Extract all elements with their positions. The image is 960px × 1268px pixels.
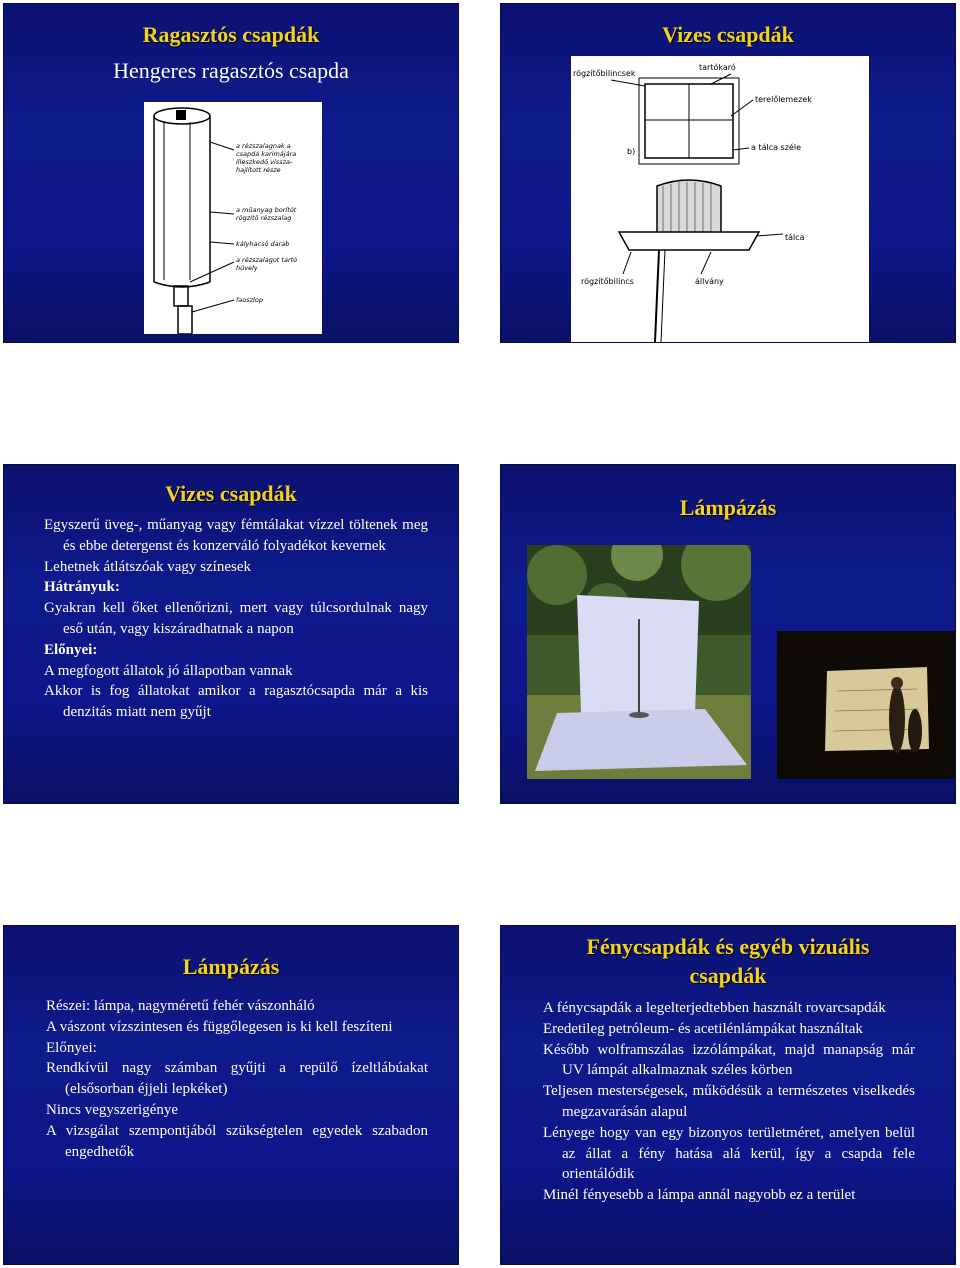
paragraph: Lehetnek átlátszóak vagy színesek bbox=[44, 558, 251, 575]
slide-body bbox=[4, 515, 458, 723]
label-support-stake: tartókaró bbox=[699, 63, 736, 72]
water-trap-drawing bbox=[571, 56, 869, 342]
label-plastic-strip: a műanyag borítót bbox=[236, 206, 297, 214]
slide-title: Vizes csapdák bbox=[662, 22, 794, 47]
label-b: b) bbox=[627, 147, 636, 156]
paragraph: Lényege hogy van egy bizonyos területméret, amelyen belül az állat a fény hatása alá kerül, így a csapda fele orientálódik bbox=[543, 1124, 915, 1183]
label-baffles: terelőlemezek bbox=[755, 95, 812, 104]
slide-light-and-visual-traps bbox=[500, 925, 956, 1265]
slide-light-trapping-photos bbox=[500, 464, 956, 804]
paragraph: Gyakran kell őket ellenőrizni, mert vagy túlcsordulnak nagy eső után, vagy kiszáradhatnak a napon bbox=[44, 600, 428, 637]
paragraph: Teljesen mesterségesek, működésük a természetes viselkedés megzavarásán alapul bbox=[543, 1083, 915, 1120]
label-clamps: rögzítőbilincsek bbox=[573, 69, 636, 78]
night-sheet-image bbox=[777, 631, 955, 779]
paragraph: Minél fényesebb a lámpa annál nagyobb ez a terület bbox=[543, 1187, 856, 1204]
paragraph: Akkor is fog állatokat amikor a ragasztócsapda már a kis denzitás miatt nem gyűjt bbox=[44, 683, 428, 721]
slide-title: Vizes csapdák bbox=[165, 481, 297, 506]
slide-subtitle: Hengeres ragasztós csapda bbox=[113, 58, 349, 83]
slide-body bbox=[501, 998, 955, 1206]
cylinder-trap-figure bbox=[144, 102, 322, 334]
slide-light-trapping-text bbox=[3, 925, 459, 1265]
label-tray: tálca bbox=[785, 233, 805, 242]
slide-water-traps-text bbox=[3, 464, 459, 804]
paragraph: A fénycsapdák a legelterjedtebben használt rovarcsapdák bbox=[543, 1000, 886, 1016]
slide-title-line-2: csapdák bbox=[689, 963, 767, 988]
label-sleeve-2: hüvely bbox=[236, 264, 258, 272]
slide-body bbox=[4, 996, 458, 1162]
paragraph: A vizsgálat szempontjából szükségtelen egyedek szabadon engedhetők bbox=[46, 1122, 428, 1160]
slide-title: Lámpázás bbox=[679, 495, 777, 520]
label-sleeve: a rézszalagot tartó bbox=[236, 256, 298, 264]
label-copper-bent: a rézszalagnak a bbox=[236, 142, 291, 150]
paragraph: Egyszerű üveg-, műanyag vagy fémtálakat vízzel töltenek meg és ebbe detergenst és konzerváló folyadékot kevernek bbox=[44, 517, 428, 554]
slide-title-line-1: Fénycsapdák és egyéb vizuális bbox=[586, 934, 870, 959]
slide-water-traps-figure bbox=[500, 3, 956, 343]
label-plastic-strip-2: rögzítő rézszalag bbox=[236, 214, 292, 222]
paragraph: Később wolframszálas izzólámpákat, majd manapság már UV lámpát alkalmaznak széles körben bbox=[543, 1041, 915, 1079]
cylinder-trap-drawing bbox=[144, 102, 322, 334]
label-wooden-post: faoszlop bbox=[236, 296, 263, 304]
paragraph: A vászont vízszintesen és függőlegesen is ki kell feszíteni bbox=[46, 1018, 393, 1035]
paragraph-heading: Hátrányuk: bbox=[44, 579, 120, 596]
label-clamp: rögzítőbilincs bbox=[581, 277, 634, 286]
paragraph-heading: Előnyei: bbox=[44, 641, 98, 658]
sheet-photo bbox=[527, 545, 751, 779]
night-sheet-photo bbox=[777, 631, 955, 779]
slide-sticky-traps bbox=[3, 3, 459, 343]
paragraph: Nincs vegyszerigénye bbox=[46, 1101, 179, 1118]
paragraph: Rendkívül nagy számban gyűjti a repülő ízeltlábúakat (elsősorban éjjeli lepkéket) bbox=[46, 1060, 428, 1098]
paragraph: Eredetileg petróleum- és acetilénlámpákat használtak bbox=[543, 1020, 863, 1037]
label-copper-bent-3: illeszkedő vissza- bbox=[236, 158, 293, 166]
label-stovepipe: kályhacső darab bbox=[236, 240, 290, 248]
paragraph: Előnyei: bbox=[46, 1039, 97, 1056]
slide-title: Lámpázás bbox=[182, 954, 280, 979]
light-sheet-image bbox=[527, 545, 751, 779]
label-stand: állvány bbox=[695, 277, 724, 286]
water-trap-figure bbox=[571, 56, 869, 342]
label-copper-bent-4: hajlított része bbox=[236, 166, 281, 174]
slide-title bbox=[501, 932, 955, 990]
paragraph: A megfogott állatok jó állapotban vannak bbox=[44, 662, 293, 679]
label-copper-bent-2: csapda karimájára bbox=[236, 150, 297, 158]
paragraph: Részei: lámpa, nagyméretű fehér vászonháló bbox=[46, 998, 315, 1014]
slide-title: Ragasztós csapdák bbox=[142, 22, 320, 47]
label-tray-edge: a tálca széle bbox=[751, 143, 801, 152]
